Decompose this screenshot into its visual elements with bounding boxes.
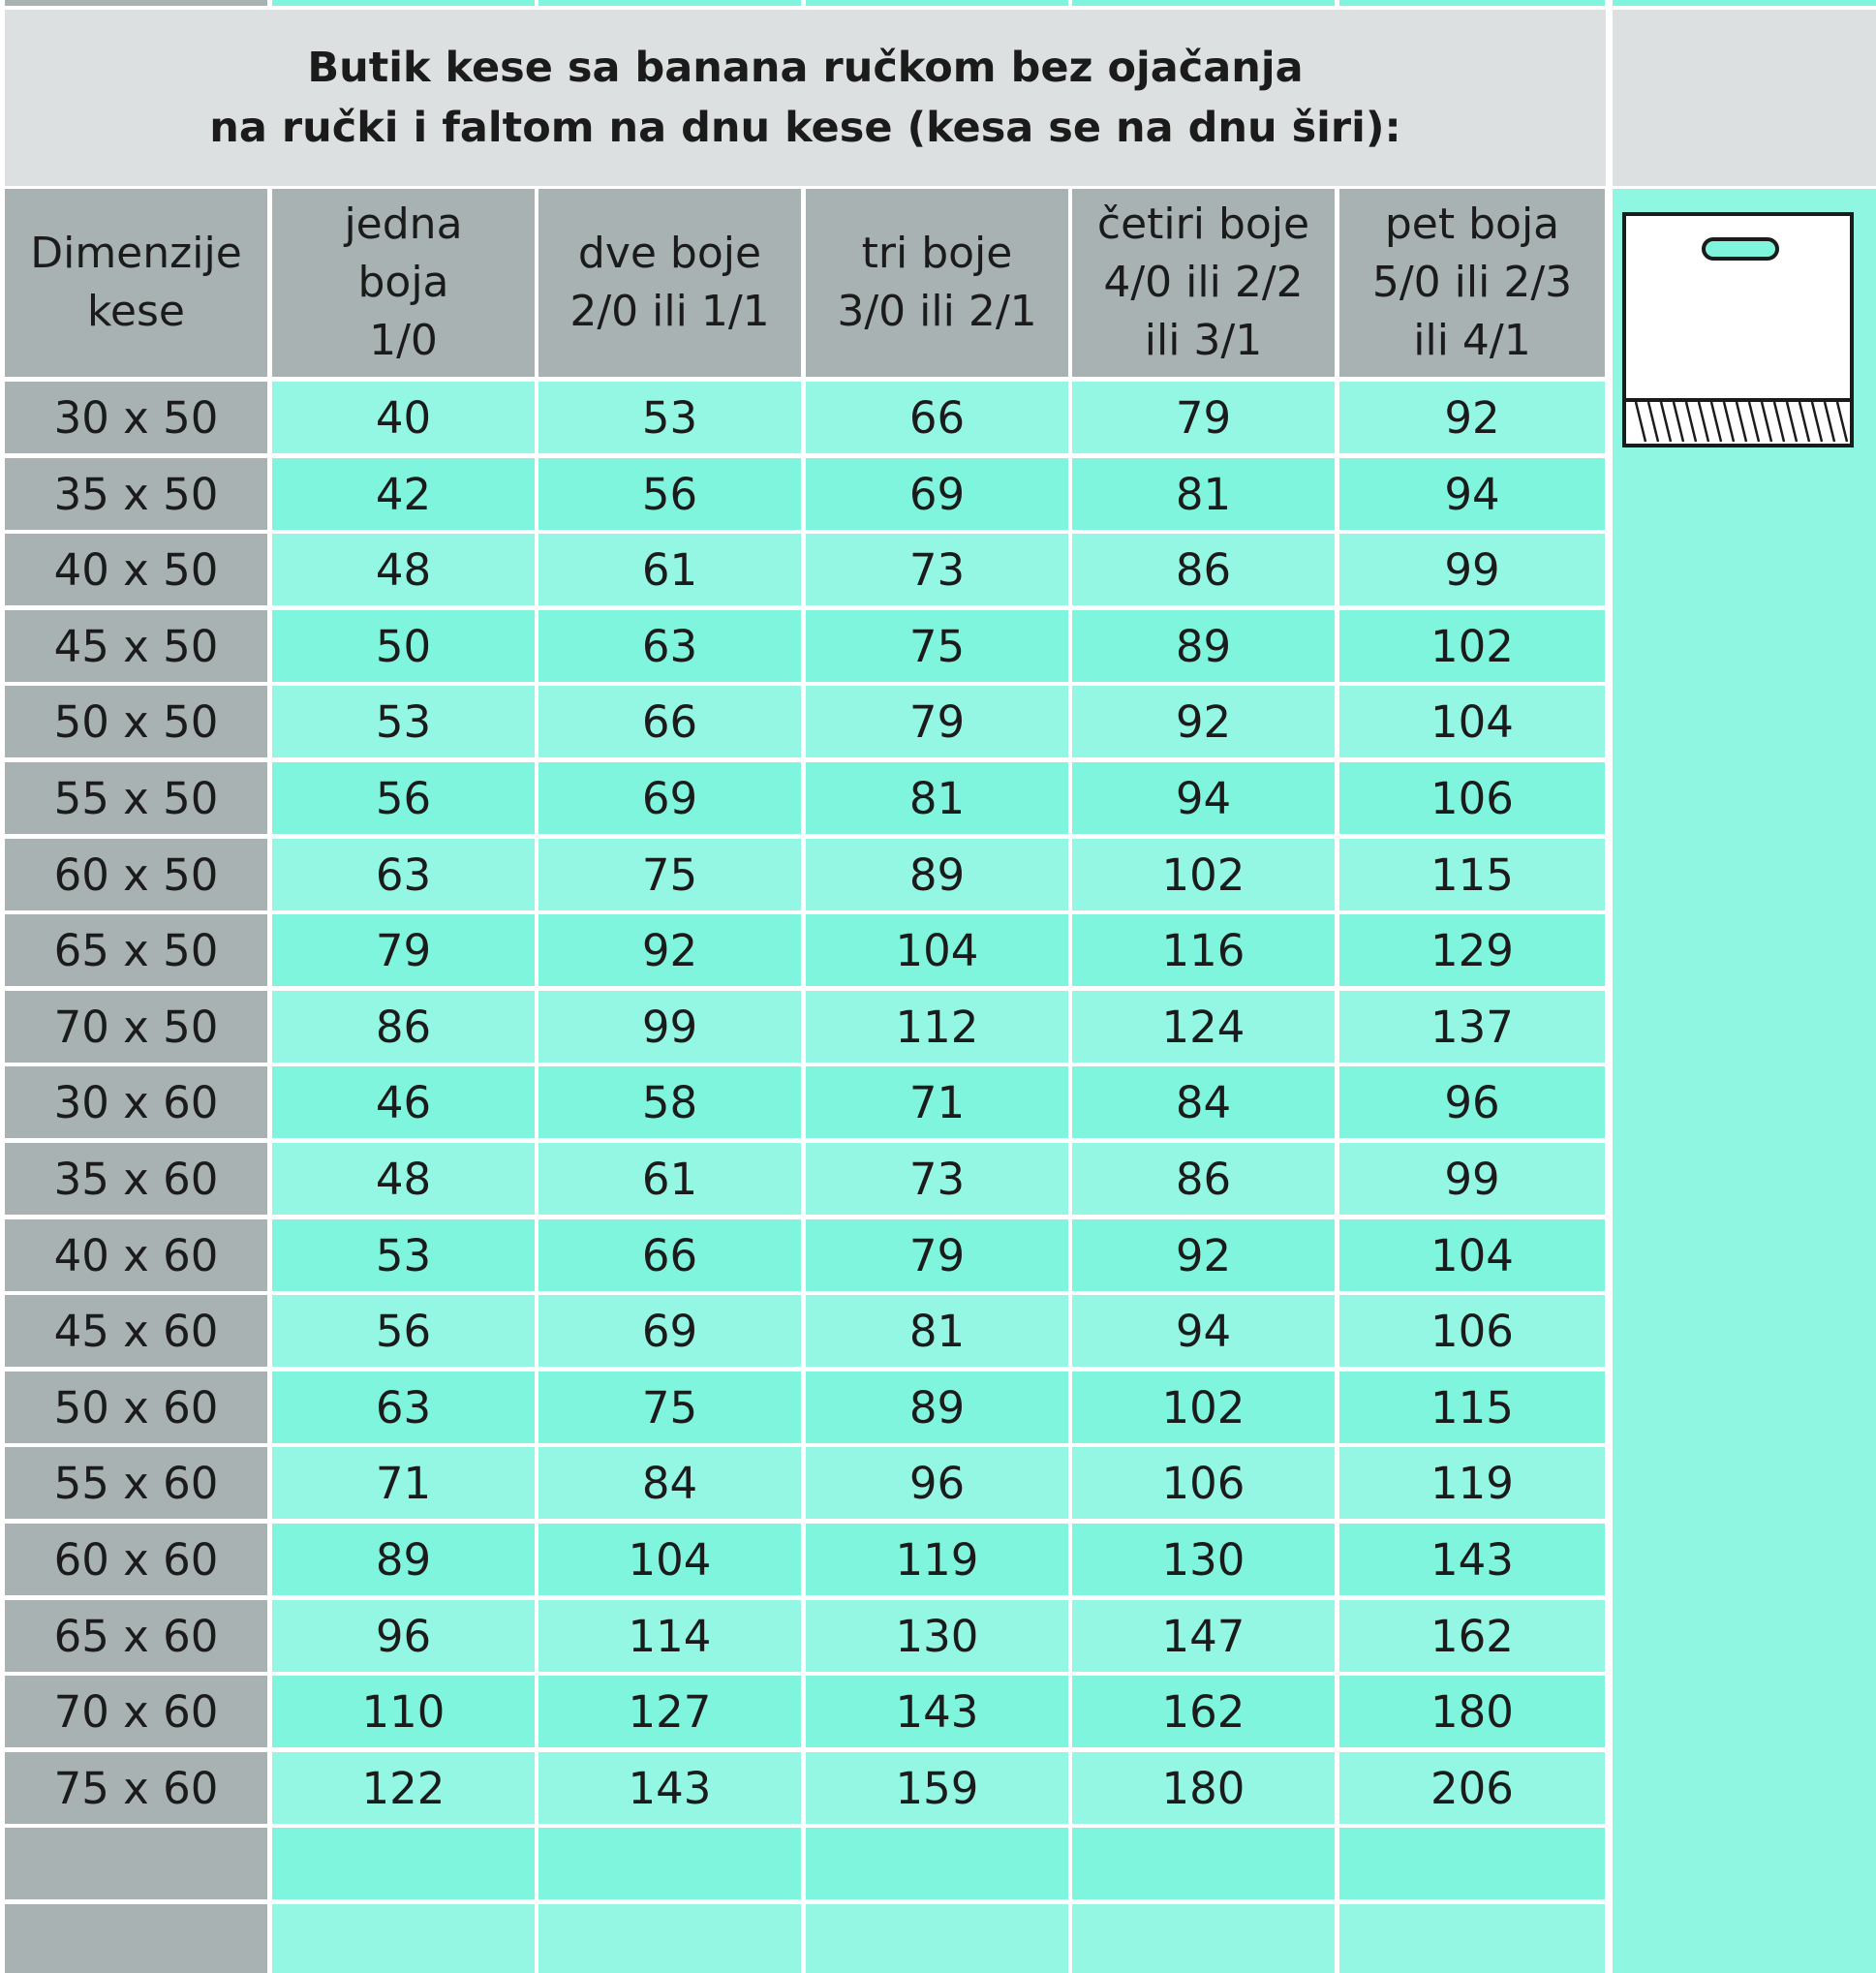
price-cell: 180	[1339, 1676, 1605, 1747]
top-partial-cell	[1613, 0, 1876, 6]
header-color-option	[806, 189, 1068, 377]
header-text-line: jedna	[344, 200, 463, 249]
top-partial-cell	[1339, 0, 1605, 6]
price-cell: 63	[272, 839, 535, 910]
shopping-bag-icon	[1622, 212, 1854, 447]
price-cell: 104	[1339, 686, 1605, 757]
price-cell: 69	[538, 762, 801, 834]
price-cell: 102	[1072, 839, 1335, 910]
price-cell: 81	[806, 762, 1068, 834]
price-cell: 50	[272, 610, 535, 682]
price-cell: 73	[806, 1143, 1068, 1215]
price-cell: 162	[1072, 1676, 1335, 1747]
price-cell: 89	[806, 1372, 1068, 1443]
header-color-option	[538, 189, 801, 377]
price-cell: 56	[272, 1295, 535, 1367]
dimension-cell: 50 x 60	[5, 1372, 267, 1443]
price-cell: 115	[1339, 1372, 1605, 1443]
price-cell: 159	[806, 1752, 1068, 1824]
price-cell	[806, 1828, 1068, 1899]
price-cell: 79	[806, 686, 1068, 757]
price-cell: 71	[272, 1447, 535, 1519]
price-cell: 102	[1339, 610, 1605, 682]
title-side-panel	[1613, 10, 1876, 186]
price-cell: 53	[272, 1219, 535, 1291]
dimension-cell: 55 x 60	[5, 1447, 267, 1519]
price-cell: 147	[1072, 1600, 1335, 1672]
title-line-2: na ručki i faltom na dnu kese (kesa se na dnu širi):	[209, 104, 1401, 152]
price-cell: 115	[1339, 839, 1605, 910]
dimension-cell: 70 x 60	[5, 1676, 267, 1747]
price-cell: 94	[1072, 762, 1335, 834]
price-cell: 66	[806, 382, 1068, 453]
price-cell: 122	[272, 1752, 535, 1824]
dimension-cell: 45 x 50	[5, 610, 267, 682]
price-cell: 66	[538, 1219, 801, 1291]
price-cell: 79	[1072, 382, 1335, 453]
price-cell: 99	[538, 991, 801, 1063]
price-cell: 75	[538, 1372, 801, 1443]
header-text-line: 4/0 ili 2/2	[1103, 258, 1304, 307]
price-cell: 206	[1339, 1752, 1605, 1824]
dimension-cell: 75 x 60	[5, 1752, 267, 1824]
price-cell: 92	[1072, 686, 1335, 757]
price-cell: 130	[1072, 1524, 1335, 1595]
top-partial-cell	[1072, 0, 1335, 6]
price-cell	[272, 1904, 535, 1973]
price-cell: 69	[538, 1295, 801, 1367]
top-partial-cell	[538, 0, 801, 6]
price-cell: 75	[538, 839, 801, 910]
price-cell: 119	[1339, 1447, 1605, 1519]
price-cell: 106	[1339, 762, 1605, 834]
price-cell: 96	[272, 1600, 535, 1672]
dimension-cell: 65 x 60	[5, 1600, 267, 1672]
price-cell: 124	[1072, 991, 1335, 1063]
price-cell: 61	[538, 1143, 801, 1215]
price-cell: 129	[1339, 914, 1605, 986]
price-cell: 143	[538, 1752, 801, 1824]
price-cell: 92	[1339, 382, 1605, 453]
price-cell: 73	[806, 534, 1068, 605]
top-partial-cell	[5, 0, 267, 6]
price-cell: 99	[1339, 534, 1605, 605]
header-text-line: 5/0 ili 2/3	[1371, 258, 1573, 307]
header-color-option	[1339, 189, 1605, 377]
price-cell: 89	[1072, 610, 1335, 682]
price-cell: 137	[1339, 991, 1605, 1063]
price-cell	[1339, 1828, 1605, 1899]
top-partial-cell	[806, 0, 1068, 6]
price-cell: 81	[806, 1295, 1068, 1367]
price-cell: 61	[538, 534, 801, 605]
price-cell: 94	[1072, 1295, 1335, 1367]
header-text-line: kese	[87, 287, 185, 336]
header-text-line: ili 3/1	[1144, 316, 1263, 365]
price-cell	[1339, 1904, 1605, 1973]
price-cell: 143	[806, 1676, 1068, 1747]
price-cell: 53	[538, 382, 801, 453]
header-text-line: pet boja	[1384, 200, 1560, 249]
header-text-line: tri boje	[861, 229, 1013, 278]
price-cell: 48	[272, 1143, 535, 1215]
price-cell: 162	[1339, 1600, 1605, 1672]
price-cell: 69	[806, 458, 1068, 530]
price-cell: 114	[538, 1600, 801, 1672]
price-cell: 143	[1339, 1524, 1605, 1595]
header-text-line: Dimenzije	[30, 229, 242, 278]
price-cell: 110	[272, 1676, 535, 1747]
dimension-cell: 60 x 60	[5, 1524, 267, 1595]
price-cell: 81	[1072, 458, 1335, 530]
price-cell: 106	[1072, 1447, 1335, 1519]
price-cell: 89	[806, 839, 1068, 910]
price-cell: 102	[1072, 1372, 1335, 1443]
price-cell: 63	[272, 1372, 535, 1443]
dimension-cell: 65 x 50	[5, 914, 267, 986]
price-cell: 79	[806, 1219, 1068, 1291]
price-cell	[1072, 1904, 1335, 1973]
price-cell	[1072, 1828, 1335, 1899]
header-text-line: 3/0 ili 2/1	[837, 287, 1037, 336]
price-cell	[538, 1828, 801, 1899]
header-color-option	[1072, 189, 1335, 377]
price-cell: 106	[1339, 1295, 1605, 1367]
price-cell: 92	[538, 914, 801, 986]
title-line-1: Butik kese sa banana ručkom bez ojačanja	[307, 44, 1304, 92]
price-cell: 84	[538, 1447, 801, 1519]
price-cell: 40	[272, 382, 535, 453]
price-cell: 79	[272, 914, 535, 986]
price-cell	[806, 1904, 1068, 1973]
header-dimensions	[5, 189, 267, 377]
dimension-cell: 40 x 50	[5, 534, 267, 605]
price-cell: 46	[272, 1066, 535, 1138]
header-text-line: četiri boje	[1096, 200, 1310, 249]
header-text-line: boja	[357, 258, 449, 307]
dimension-cell: 35 x 60	[5, 1143, 267, 1215]
price-cell: 86	[1072, 1143, 1335, 1215]
dimension-cell: 35 x 50	[5, 458, 267, 530]
dimension-cell	[5, 1828, 267, 1899]
price-cell: 119	[806, 1524, 1068, 1595]
dimension-cell: 40 x 60	[5, 1219, 267, 1291]
header-text-line: 2/0 ili 1/1	[569, 287, 770, 336]
price-cell: 71	[806, 1066, 1068, 1138]
header-text-line: dve boje	[577, 229, 762, 278]
illustration-column	[1613, 189, 1876, 1973]
dimension-cell: 70 x 50	[5, 991, 267, 1063]
price-cell: 58	[538, 1066, 801, 1138]
price-cell: 48	[272, 534, 535, 605]
price-cell: 96	[806, 1447, 1068, 1519]
price-cell: 53	[272, 686, 535, 757]
price-cell: 86	[272, 991, 535, 1063]
dimension-cell	[5, 1904, 267, 1973]
price-cell: 56	[538, 458, 801, 530]
price-cell: 42	[272, 458, 535, 530]
price-cell: 89	[272, 1524, 535, 1595]
price-cell: 86	[1072, 534, 1335, 605]
price-cell: 66	[538, 686, 801, 757]
price-cell: 130	[806, 1600, 1068, 1672]
price-cell: 180	[1072, 1752, 1335, 1824]
top-partial-cell	[272, 0, 535, 6]
price-cell: 56	[272, 762, 535, 834]
price-cell: 84	[1072, 1066, 1335, 1138]
price-cell: 94	[1339, 458, 1605, 530]
dimension-cell: 45 x 60	[5, 1295, 267, 1367]
price-cell: 75	[806, 610, 1068, 682]
price-cell: 104	[806, 914, 1068, 986]
price-cell: 116	[1072, 914, 1335, 986]
price-cell: 104	[538, 1524, 801, 1595]
dimension-cell: 30 x 60	[5, 1066, 267, 1138]
dimension-cell: 60 x 50	[5, 839, 267, 910]
price-cell: 127	[538, 1676, 801, 1747]
dimension-cell: 30 x 50	[5, 382, 267, 453]
price-cell	[538, 1904, 801, 1973]
header-text-line: ili 4/1	[1413, 316, 1531, 365]
dimension-cell: 55 x 50	[5, 762, 267, 834]
price-cell	[272, 1828, 535, 1899]
price-cell: 92	[1072, 1219, 1335, 1291]
price-cell: 112	[806, 991, 1068, 1063]
header-text-line: 1/0	[369, 316, 438, 365]
price-cell: 63	[538, 610, 801, 682]
table-title	[5, 10, 1606, 186]
dimension-cell: 50 x 50	[5, 686, 267, 757]
price-cell: 99	[1339, 1143, 1605, 1215]
price-cell: 104	[1339, 1219, 1605, 1291]
header-color-option	[272, 189, 535, 377]
price-cell: 96	[1339, 1066, 1605, 1138]
